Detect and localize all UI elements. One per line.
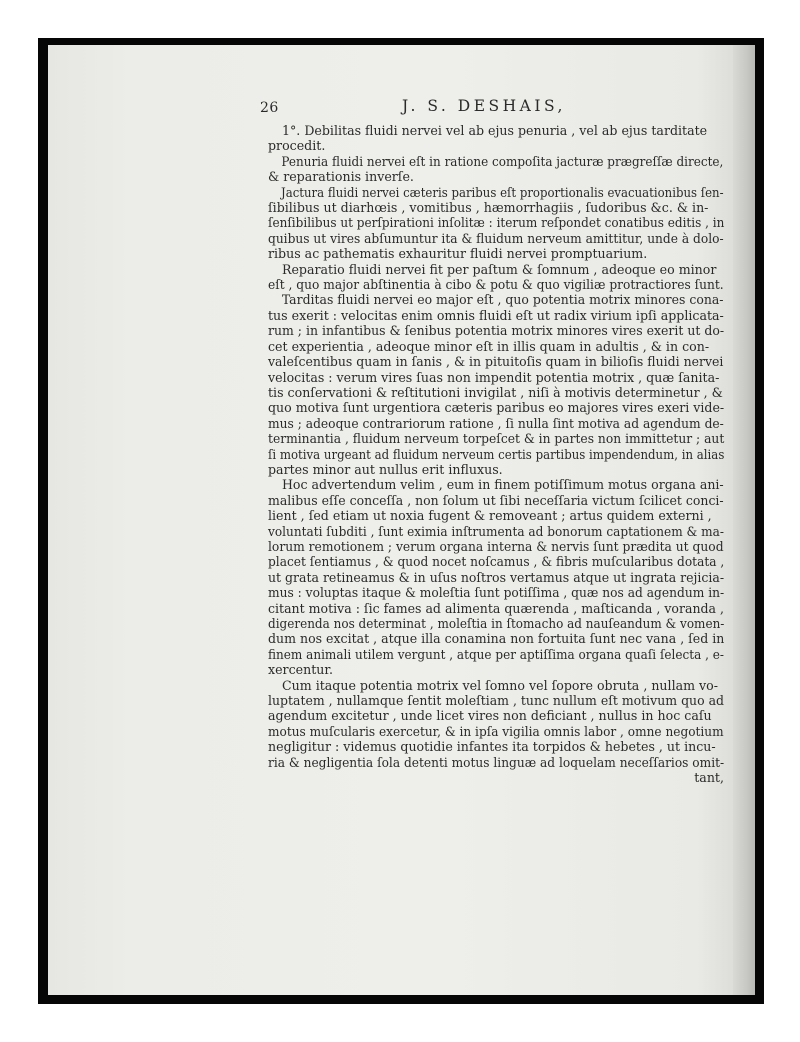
text-line: ſibilibus ut diarhœis , vomitibus , hæmorrhagiis , ſudoribus &c. & in-	[268, 200, 709, 216]
text-line: Penuria fluidi nervei eſt in ratione compoſita jacturæ prægreſſæ directe,	[281, 153, 724, 169]
text-line: Hoc advertendum velim , eum in finem potiſſimum motus organa ani-	[281, 477, 724, 493]
running-head: J. S. DESHAIS,	[402, 97, 566, 115]
paragraph-3	[268, 185, 724, 262]
text-line: ria & negligentia ſola detenti motus linguæ ad loquelam neceſſarios omit-	[268, 754, 725, 770]
paragraph-4	[268, 262, 724, 293]
text-line: cet experientia , adeoque minor eſt in illis quam in adultis , & in con-	[268, 338, 710, 354]
text-line: mus : voluptas itaque & moleſtia ſunt potiſſima , quæ nos ad agendum in-	[268, 585, 725, 601]
text-line: tis conſervationi & reſtitutioni invigilat , niſi à motivis determinetur , &	[268, 384, 723, 400]
text-line: dum nos excitat , atque illa conamina non fortuita ſunt nec vana , ſed in	[268, 631, 725, 647]
text-line: xercentur.	[268, 662, 334, 678]
text-line: lient , ſed etiam ut noxia fugent & removeant ; artus quidem externi ,	[268, 508, 712, 524]
text-line: partes minor aut nullus erit influxus.	[268, 461, 503, 477]
text-line: eſt , quo major abſtinentia à cibo & potu & quo vigiliæ protractiores ſunt.	[268, 277, 724, 293]
text-line: ut grata retineamus & in uſus noſtros vertamus atque ut ingrata rejicia-	[268, 569, 725, 585]
text-line: malibus eſſe conceſſa , non ſolum ut ſibi neceſſaria victum ſcilicet conci-	[268, 492, 724, 508]
text-line: Cum itaque potentia motrix vel ſomno vel ſopore obruta , nullam vo-	[282, 677, 719, 693]
text-line: Reparatio fluidi nervei fit per paſtum & ſomnum , adeoque eo minor	[282, 261, 717, 277]
catchword: tant,	[694, 770, 724, 786]
text-line: velocitas : verum vires ſuas non impendit potentia motrix , quæ ſanita-	[268, 369, 720, 385]
text-line: terminantia , fluidum nerveum torpeſcet & in partes non immittetur ; aut	[268, 431, 725, 447]
text-line: citant motiva : ſic fames ad alimenta quærenda , maſticanda , voranda ,	[268, 600, 725, 616]
text-line: tus exerit : velocitas enim omnis fluidi eſt ut radix virium ipſi applicata-	[268, 307, 724, 323]
text-line: quibus ut vires abſumuntur ita & fluidum nerveum amittitur, unde à dolo-	[268, 230, 724, 246]
text-line: Jactura fluidi nervei cæteris paribus eſt proportionalis evacuationibus ſen-	[281, 184, 724, 200]
text-line: motus muſcularis exercetur, & in ipſa vigilia omnis labor , omne negotium	[268, 723, 724, 739]
paragraph-5	[268, 292, 724, 477]
text-line: negligitur : videmus quotidie infantes ita torpidos & hebetes , ut incu-	[268, 739, 716, 755]
text-line: procedit.	[268, 138, 326, 154]
text-line: lorum remotionem ; verum organa interna & nervis ſunt prædita ut quod	[268, 538, 724, 554]
page-number: 26	[260, 100, 279, 116]
paragraph-7	[268, 678, 724, 770]
page-binding-edge	[733, 45, 755, 995]
text-line: finem animali utilem vergunt , atque per aptiſſima organa quaſi ſelecta , e-	[268, 646, 724, 662]
text-line: rum ; in infantibus & ſenibus potentia motrix minores vires exerit ut do-	[268, 323, 725, 339]
text-line: luptatem , nullamque ſentit moleſtiam , tunc nullum eſt motivum quo ad	[268, 693, 725, 709]
text-line: mus ; adeoque contrariorum ratione , ſi nulla ſint motiva ad agendum de-	[268, 415, 724, 431]
page-text-block	[260, 95, 725, 786]
page-header	[260, 95, 724, 123]
text-line: ſenſibilibus ut perſpirationi inſolitæ : iterum reſpondet conatibus editis , in	[268, 215, 725, 231]
text-line: quo motiva ſunt urgentiora cæteris paribus eo majores vires exeri vide-	[268, 400, 725, 416]
text-line: ſi motiva urgeant ad fluidum nerveum certis partibus impendendum, in alias	[268, 446, 725, 462]
paragraph-6	[268, 477, 724, 677]
text-line: Tarditas fluidi nervei eo major eſt , quo potentia motrix minores cona-	[281, 292, 724, 308]
text-line: voluntati ſubditi , ſunt eximia inſtrumenta ad bonorum captationem & ma-	[268, 523, 724, 539]
text-line: valeſcentibus quam in ſanis , & in pituitoſis quam in bilioſis fluidi nervei	[268, 354, 724, 370]
text-line: ribus ac pathematis exhauritur fluidi nervei promptuarium.	[268, 246, 648, 262]
text-line: agendum excitetur , unde licet vires non deficiant , nullus in hoc caſu	[268, 708, 712, 724]
paragraph-1	[268, 123, 724, 154]
text-line: placet ſentiamus , & quod nocet noſcamus , & fibris muſcularibus dotata ,	[268, 554, 725, 570]
text-line: 1°. Debilitas fluidi nervei vel ab ejus penuria , vel ab ejus tarditate	[282, 123, 708, 138]
text-line: & reparationis inverſe.	[268, 169, 414, 185]
text-line: digerenda nos determinat , moleſtia in ſtomacho ad nauſeandum & vomen-	[268, 616, 725, 631]
paragraph-2	[268, 154, 724, 185]
